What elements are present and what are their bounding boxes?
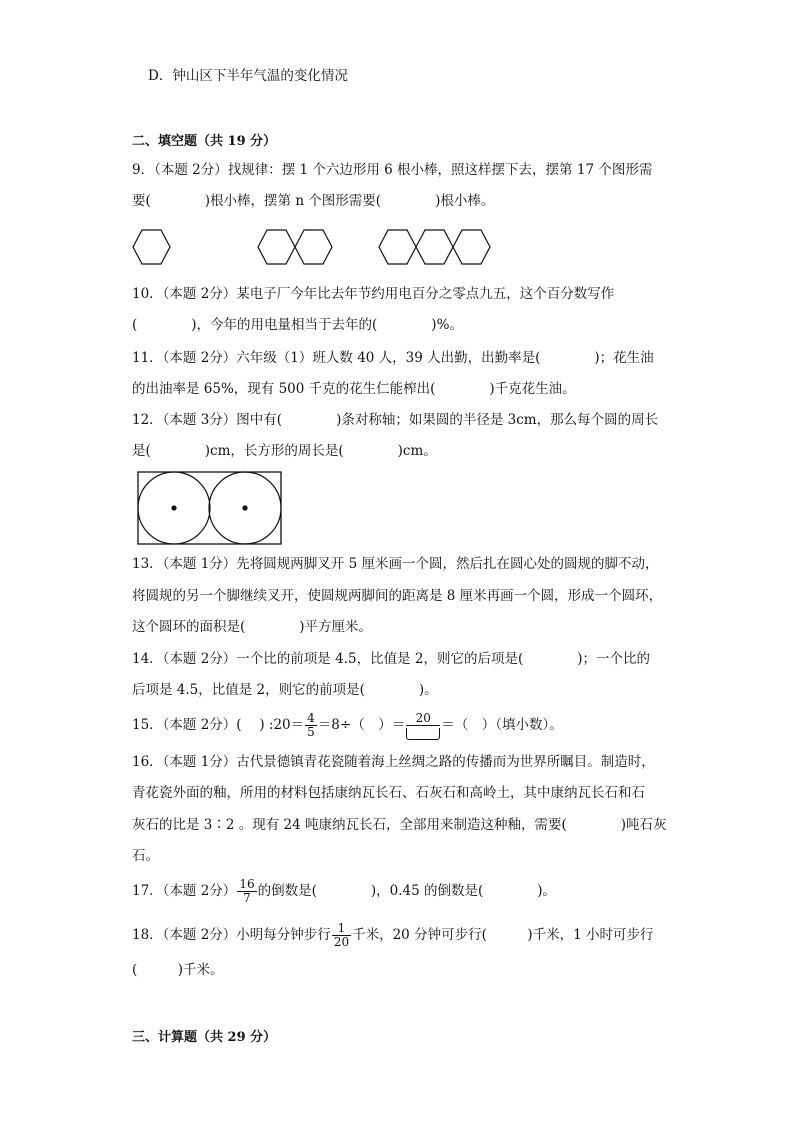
q16-line4: 石。 (132, 848, 159, 864)
q10-line1: 10．（本题 2分）某电子厂今年比去年节约用电百分之零点九五，这个百分数写作 (132, 286, 615, 302)
q15-prefix: 15．（本题 2分）( ) :20＝ (132, 717, 305, 733)
q12-line1: 12．（本题 3分）图中有( )条对称轴；如果圆的半径是 3cm，那么每个圆的周长 (132, 412, 659, 428)
q13-line2: 将圆规的另一个脚继续叉开，使圆规两脚间的距离是 8 厘米再画一个圆，形成一个圆环， (132, 588, 663, 604)
q17-fraction (237, 878, 256, 905)
hexagon-figures (126, 220, 506, 276)
q15-f1-den: 5 (307, 725, 315, 739)
q18-f-den: 20 (333, 935, 350, 949)
q16-line2: 青花瓷外面的釉，所用的材料包括康纳瓦长石、石灰石和高岭土，其中康纳瓦长石和石 (132, 785, 645, 801)
q13-line3: 这个圆环的面积是( )平方厘米。 (132, 619, 373, 635)
hexagon-fig2-b (295, 230, 332, 264)
q18-suffix: 千米，20 分钟可步行( )千米，1 小时可步行 (352, 927, 654, 943)
q16-line3: 灰石的比是 3∶2 。现有 24 吨康纳瓦长石，全部用来制造这种釉，需要( )吨石灰 (132, 817, 667, 833)
q17-line (132, 872, 556, 910)
q14-line1: 14．（本题 2分）一个比的前项是 4.5，比值是 2，则它的后项是( )；一个比的 (132, 651, 650, 667)
circle-left-center (171, 505, 176, 510)
q18-line1 (132, 916, 653, 954)
q11-line1: 11．（本题 2分）六年级（1）班人数 40 人，39 人出勤，出勤率是( )；花生油 (132, 350, 654, 366)
q13-line1: 13．（本题 1分）先将圆规两脚叉开 5 厘米画一个圆，然后扎在圆心处的圆规的脚不动， (132, 556, 659, 572)
q15-f2-den-blank (406, 728, 440, 740)
q17-f-num: 16 (239, 877, 255, 891)
hexagon-fig1 (133, 230, 170, 264)
option-d: D．钟山区下半年气温的变化情况 (148, 68, 348, 84)
q9-line1: 9．（本题 2分）找规律：摆 1 个六边形用 6 根小棒，照这样摆下去，摆第 17 个图形需 (132, 162, 653, 178)
circle-right-center (242, 505, 247, 510)
hexagon-fig3-b (416, 230, 453, 264)
q17-suffix: 的倒数是( )，0.45 的倒数是( )。 (257, 883, 557, 899)
q10-line2: ( )，今年的用电量相当于去年的( )%。 (132, 317, 463, 333)
q18-f-num: 1 (332, 922, 351, 936)
hexagon-fig3-c (453, 230, 490, 264)
q15-mid: ＝8÷（ ）＝ (317, 717, 406, 733)
q17-prefix: 17．（本题 2分） (132, 883, 237, 899)
q18-line2: ( )千米。 (132, 962, 224, 978)
q15-f1-num: 4 (307, 711, 315, 725)
hexagon-fig2-a (258, 230, 295, 264)
hexagon-fig3-a (379, 230, 416, 264)
q15-suffix: ＝（ ）（填小数）。 (441, 717, 563, 733)
q9-line2: 要( )根小棒，摆第 n 个图形需要( )根小棒。 (132, 193, 495, 209)
q12-line2: 是( )cm，长方形的周长是( )cm。 (132, 443, 437, 459)
circles-rectangle-figure (134, 468, 284, 548)
q16-line1: 16．（本题 1分）古代景德镇青花瓷随着海上丝绸之路的传播而为世界所瞩目。制造时， (132, 754, 655, 770)
q18-fraction (332, 922, 351, 949)
q14-line2: 后项是 4.5，比值是 2，则它的前项是( )。 (132, 682, 438, 698)
q15-line (132, 706, 563, 744)
q15-fraction2 (406, 712, 440, 740)
q17-f-den: 7 (243, 891, 251, 905)
q18-prefix: 18．（本题 2分）小明每分钟步行 (132, 927, 331, 943)
section3-title: 三、计算题（共 29 分） (132, 1030, 277, 1045)
section2-title: 二、填空题（共 19 分） (132, 134, 277, 149)
q15-fraction1 (305, 712, 317, 739)
q11-line2: 的出油率是 65%，现有 500 千克的花生仁能榨出( )千克花生油。 (132, 381, 576, 397)
q15-f2-num: 20 (406, 712, 440, 726)
